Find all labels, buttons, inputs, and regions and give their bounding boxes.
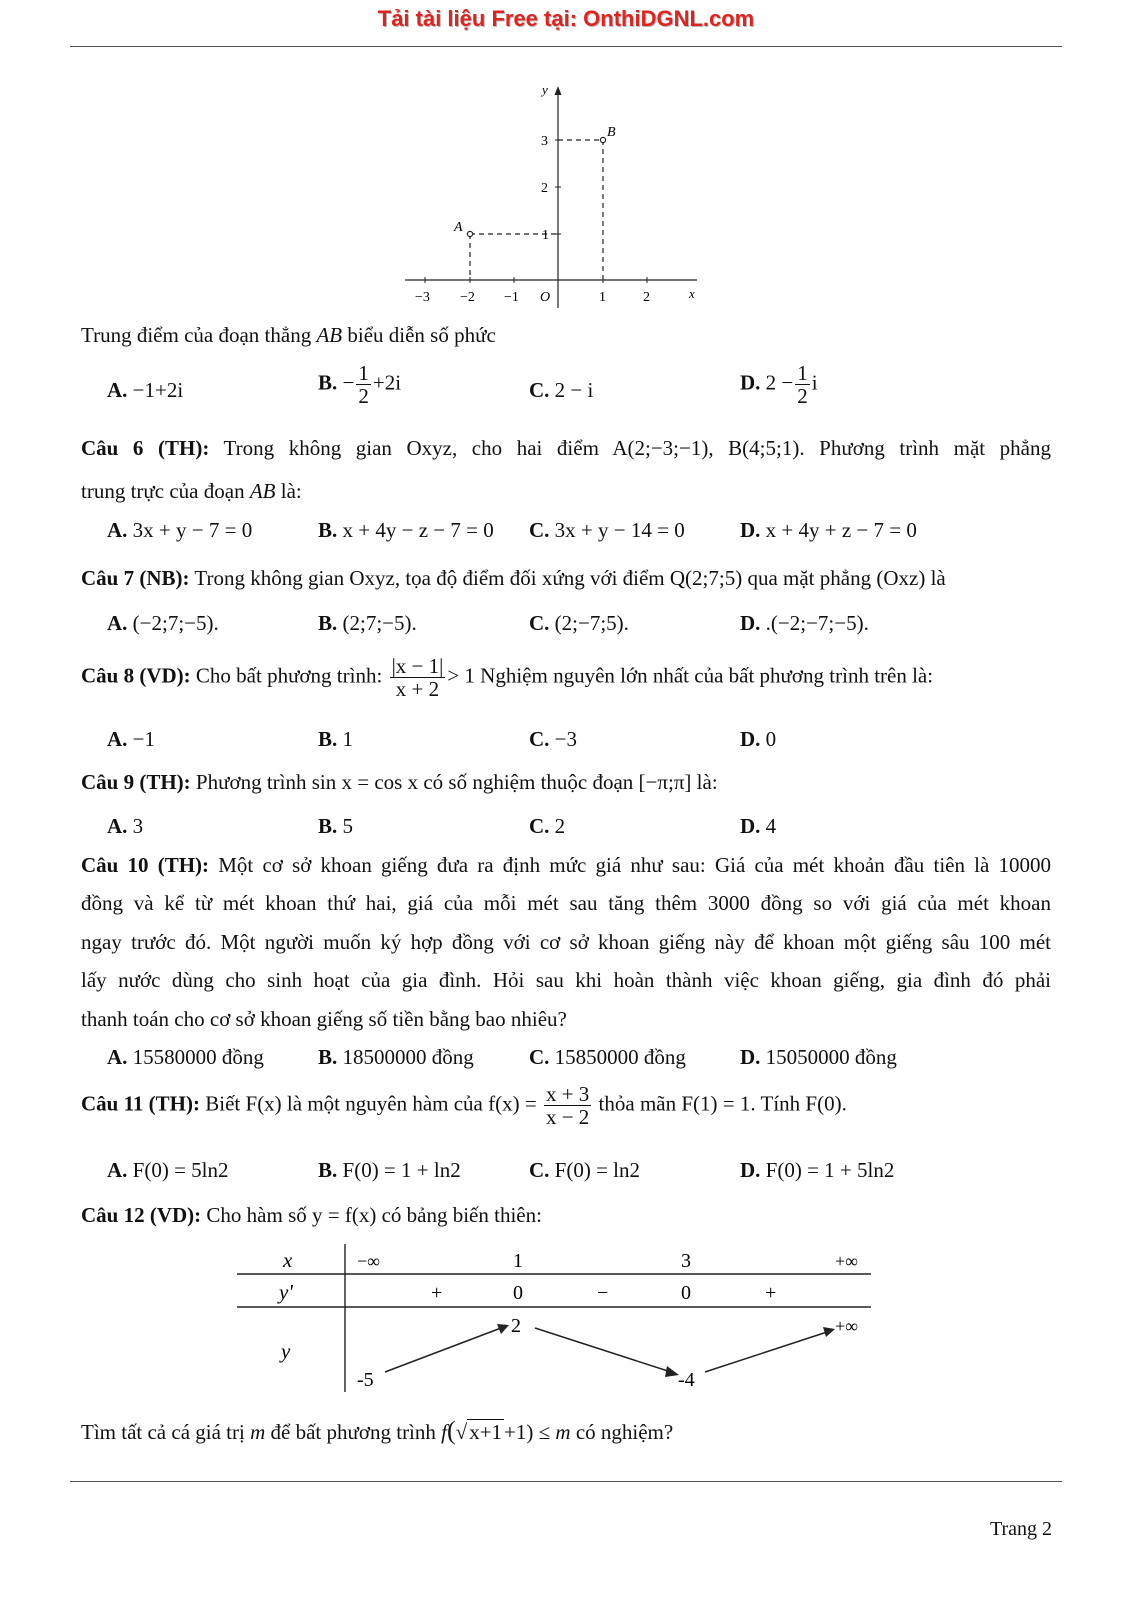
row-label-y-prime: y' (279, 1280, 293, 1304)
increase-arrow (385, 1328, 501, 1372)
q10-stem-line5: thanh toán cho cơ sở khoan giếng số tiền bằng bao nhiêu? (81, 1007, 567, 1031)
q6-option-a: A. 3x + y − 7 = 0 (107, 518, 253, 542)
q5-option-b: B. − $\frac{1}{2}$ +2i (318, 361, 402, 409)
arrow-head (665, 1366, 679, 1377)
q10-option-c: C. 15850000 đồng (529, 1045, 686, 1069)
y-axis-arrow (555, 86, 562, 95)
q11-option-a: A. F(0) = 5ln2 (107, 1158, 229, 1182)
q10-option-b: B. 18500000 đồng (318, 1045, 474, 1069)
site-header: Tải tài liệu Free tại: OnthiDGNL.com (377, 6, 755, 31)
q10-stem-line2: đồng và kể từ mét khoan thứ hai, giá của mỗi mét sau tăng thêm 3000 đồng so với giá của mét khoan (81, 891, 1051, 915)
q9-option-b: B. 5 (318, 814, 354, 838)
q7-option-d: D. .(−2;−7;−5). (740, 611, 869, 635)
q7-stem: Câu 7 (NB): Trong không gian Oxyz, tọa độ điểm đối xứng với điểm Q(2;7;5) qua mặt phẳng (Oxz) là (81, 566, 946, 590)
point-b (600, 137, 605, 142)
q6-stem-line1: Câu 6 (TH): Trong không gian Oxyz, cho hai điểm A(2;−3;−1), B(4;5;1). Phương trình mặt phẳng (81, 436, 1052, 460)
page-number: Trang 2 (989, 1518, 1052, 1540)
q9-option-a: A. 3 (107, 814, 144, 838)
q10-option-a: A. 15580000 đồng (107, 1045, 264, 1069)
x-value: +∞ (835, 1251, 858, 1271)
footer-rule (70, 1481, 1062, 1482)
q9-option-d: D. 4 (740, 814, 777, 838)
q5-option-d: D. 2 − $\frac{1}{2}$ i (740, 361, 818, 409)
q8-stem: Câu 8 (VD): Cho bất phương trình: $\frac{|x - 1|}{x + 2}$ > 1 Nghiệm nguyên lớn nhất của bất phương trình trên là: (81, 654, 934, 702)
x-value: 3 (681, 1250, 691, 1272)
sign: + (765, 1282, 777, 1304)
q11-option-d: D. F(0) = 1 + 5ln2 (740, 1158, 895, 1182)
y-tick-label: 2 (541, 181, 548, 196)
sign: − (597, 1282, 609, 1304)
q10-option-d: D. 15050000 đồng (740, 1045, 897, 1069)
q5-option-a: A. −1+2i (107, 378, 184, 402)
q12-stem: Câu 12 (VD): Cho hàm số y = f(x) có bảng biến thiên: (81, 1203, 542, 1227)
q8-option-b: B. 1 (318, 727, 354, 751)
x-tick-label: −2 (460, 290, 475, 305)
q10-stem-line3: ngay trước đó. Một người muốn ký hợp đồng với cơ sở khoan giếng này để khoan một giếng sâu 100 mét (81, 930, 1051, 954)
y-tick-label: 1 (542, 228, 549, 243)
origin-label: O (540, 290, 551, 305)
y-value: -5 (357, 1369, 374, 1391)
q7-option-b: B. (2;7;−5). (318, 611, 417, 635)
y-value: 2 (511, 1315, 521, 1337)
x-tick-label: −1 (504, 290, 519, 305)
q11-stem: Câu 11 (TH): Biết F(x) là một nguyên hàm của f(x) = $\frac{x + 3}{x - 2}$ thỏa mãn F(1) = 1. Tính F(0). (81, 1082, 847, 1130)
q7-option-c: C. (2;−7;5). (529, 611, 629, 635)
x-tick-label: 1 (599, 290, 606, 305)
y-tick-label: 3 (541, 134, 548, 149)
q5-option-c: C. 2 − i (529, 378, 594, 402)
q8-option-a: A. −1 (107, 727, 156, 751)
q7-option-a: A. (−2;7;−5). (107, 611, 219, 635)
q6-option-c: C. 3x + y − 14 = 0 (529, 518, 685, 542)
q6-stem-line2: trung trực của đoạn AB là: (81, 479, 302, 503)
q11-option-b: B. F(0) = 1 + ln2 (318, 1158, 461, 1182)
q8-option-d: D. 0 (740, 727, 777, 751)
q10-stem-line1: Câu 10 (TH): Một cơ sở khoan giếng đưa ra định mức giá như sau: Giá của mét khoản đầu tiên là 10000 (81, 853, 1052, 877)
arrow-head (823, 1327, 835, 1337)
decrease-arrow (535, 1328, 671, 1372)
q9-stem: Câu 9 (TH): Phương trình sin x = cos x có số nghiệm thuộc đoạn [−π;π] là: (81, 770, 718, 794)
point-a (467, 231, 472, 236)
point-a-label: A (454, 220, 463, 235)
increase-arrow (705, 1332, 827, 1372)
x-tick-label: −3 (415, 290, 430, 305)
y-value: +∞ (835, 1316, 858, 1336)
row-label-x: x (283, 1248, 293, 1272)
x-value: −∞ (357, 1251, 380, 1271)
q8-option-c: C. −3 (529, 727, 578, 751)
q10-stem-line4: lấy nước dùng cho sinh hoạt của gia đình. Hỏi sau khi hoàn thành việc khoan giếng, gia đình đó phải (81, 968, 1051, 992)
x-value: 1 (513, 1250, 523, 1272)
x-tick-label: 2 (643, 290, 650, 305)
y-value: -4 (678, 1369, 695, 1391)
q6-option-d: D. x + 4y + z − 7 = 0 (740, 518, 917, 542)
y-axis-label: y (542, 82, 548, 97)
sign: 0 (681, 1282, 691, 1304)
q5-stem: Trung điểm của đoạn thẳng AB biểu diễn số phức (81, 323, 496, 347)
q11-option-c: C. F(0) = ln2 (529, 1158, 641, 1182)
sign: + (431, 1282, 443, 1304)
header-rule (70, 46, 1062, 47)
x-axis-label: x (689, 286, 695, 301)
coordinate-figure (395, 80, 715, 320)
q12-question: Tìm tất cả cá giá trị m để bất phương trình f(√x+1+1) ≤ m có nghiệm? (81, 1416, 674, 1445)
q9-option-c: C. 2 (529, 814, 566, 838)
sign: 0 (513, 1282, 523, 1304)
row-label-y: y (281, 1339, 291, 1363)
variation-table (235, 1240, 875, 1395)
point-b-label: B (607, 125, 616, 140)
q6-option-b: B. x + 4y − z − 7 = 0 (318, 518, 494, 542)
